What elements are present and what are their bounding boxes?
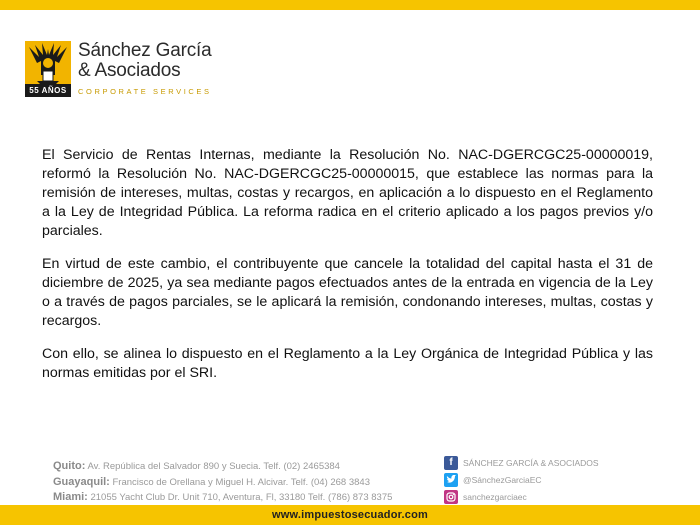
office-address: 21055 Yacht Club Dr. Unit 710, Aventura, Fl, 33180 Telf. (786) 873 8375	[90, 492, 393, 503]
office-address: Av. República del Salvador 890 y Suecia. Telf. (02) 2465384	[87, 461, 340, 472]
brand-line-2: & Asociados	[78, 60, 181, 81]
brand-line-1: Sánchez García	[78, 40, 212, 61]
social-links	[444, 454, 599, 505]
website-link[interactable]: www.impuestosecuador.com	[272, 509, 428, 521]
office-city: Quito:	[53, 460, 86, 472]
social-label: sanchezgarciaec	[463, 491, 527, 502]
office-city: Guayaquil:	[53, 475, 110, 488]
social-facebook[interactable]	[444, 454, 599, 471]
document-body	[42, 146, 653, 397]
social-twitter[interactable]	[444, 471, 599, 488]
office-guayaquil	[53, 475, 392, 491]
office-quito	[53, 459, 392, 475]
facebook-icon: f	[444, 456, 458, 470]
office-city: Miami:	[53, 491, 88, 503]
brand-name	[78, 41, 212, 97]
paragraph-1: El Servicio de Rentas Internas, mediante la Resolución No. NAC-DGERCGC25-00000019, reformó la Resolución No. NAC-DGERCGC25-00000015, que establece las normas para la remisión de intereses, multas, costas y recargos, en aplicación a lo dispuesto en el Reglamento a la Ley de Integridad Pública. La reforma radica en el criterio aplicado a los pagos previos y/o parciales.	[42, 147, 653, 239]
bottom-accent-bar	[0, 505, 700, 525]
years-badge: 55 AÑOS	[25, 84, 71, 97]
paragraph-3: Con ello, se alinea lo dispuesto en el Reglamento a la Ley Orgánica de Integridad Pública y las normas emitidas por el SRI.	[42, 346, 653, 381]
brand-subtitle: CORPORATE SERVICES	[78, 87, 212, 96]
social-instagram[interactable]	[444, 488, 599, 505]
company-logo	[25, 41, 212, 97]
social-label: SÁNCHEZ GARCÍA & ASOCIADOS	[463, 457, 599, 468]
top-accent-bar	[0, 0, 700, 10]
winged-lion-emblem-icon	[25, 41, 71, 97]
paragraph-2: En virtud de este cambio, el contribuyente que cancele la totalidad del capital hasta el 31 de diciembre de 2025, ya sea mediante pagos efectuados antes de la entrada en vigencia de la Ley o a través de pagos parciales, se le aplicará la remisión, condonando intereses, multas, costas y recargos.	[42, 256, 653, 329]
twitter-icon	[444, 473, 458, 487]
office-address: Francisco de Orellana y Miguel H. Alcivar. Telf. (04) 268 3843	[112, 476, 370, 488]
social-label: @SánchezGarciaEC	[463, 474, 542, 485]
instagram-icon	[444, 490, 458, 504]
office-addresses	[53, 459, 392, 506]
office-miami	[53, 490, 392, 506]
